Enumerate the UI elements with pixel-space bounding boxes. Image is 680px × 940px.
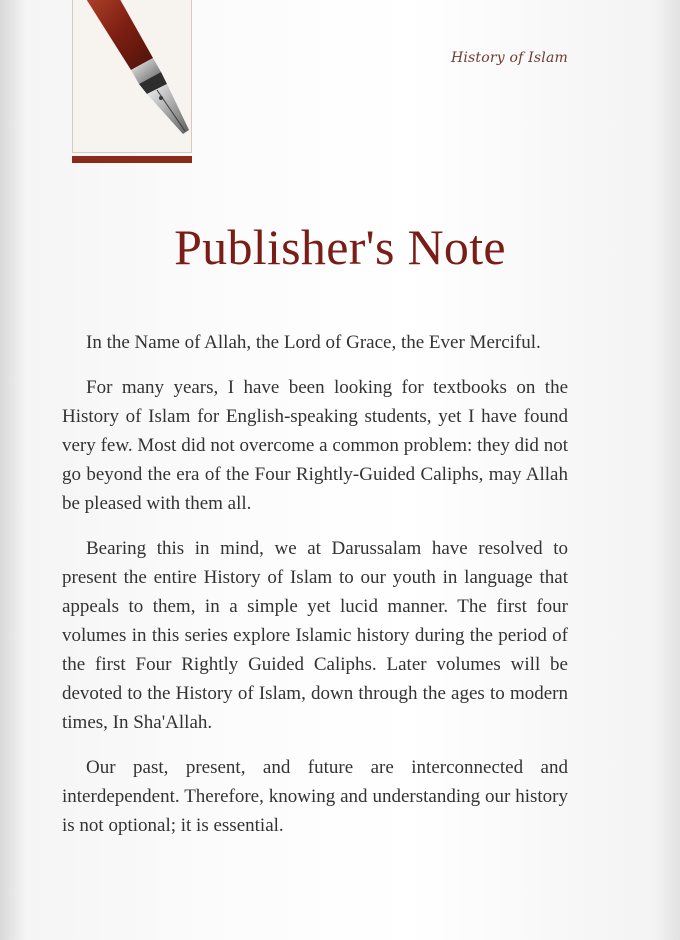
running-header: History of Islam [450,50,568,66]
page-edge-shadow [656,0,680,940]
fountain-pen-icon [72,0,192,153]
paragraph-1: In the Name of Allah, the Lord of Grace, the Ever Merciful. [86,332,541,353]
page-title: Publisher's Note [174,219,506,275]
paragraph-2: For many years, I have been looking for textbooks on the History of Islam for English-speaking students, yet I have found very few. Most did not overcome a common problem: they did not go beyond the era of the Four Rightly-Guided Caliphs, may Allah be pleased with them all. [62,377,568,514]
page-gutter-shadow [0,0,26,940]
document-body [62,328,568,856]
paragraph-3: Bearing this in mind, we at Darussalam have resolved to present the entire History of Islam to our youth in language that appeals to them, in a simple yet lucid manner. The first four volumes in this series explore Islamic history during the period of the first Four Rightly Guided Caliphs. Later volumes will be devoted to the History of Islam, down through the ages to modern times, In Sha'Allah. [62,538,568,733]
accent-bar [72,156,192,163]
paragraph-4: Our past, present, and future are interconnected and interdependent. Therefore, knowing and understanding our history is not optional; it is essential. [62,757,568,836]
